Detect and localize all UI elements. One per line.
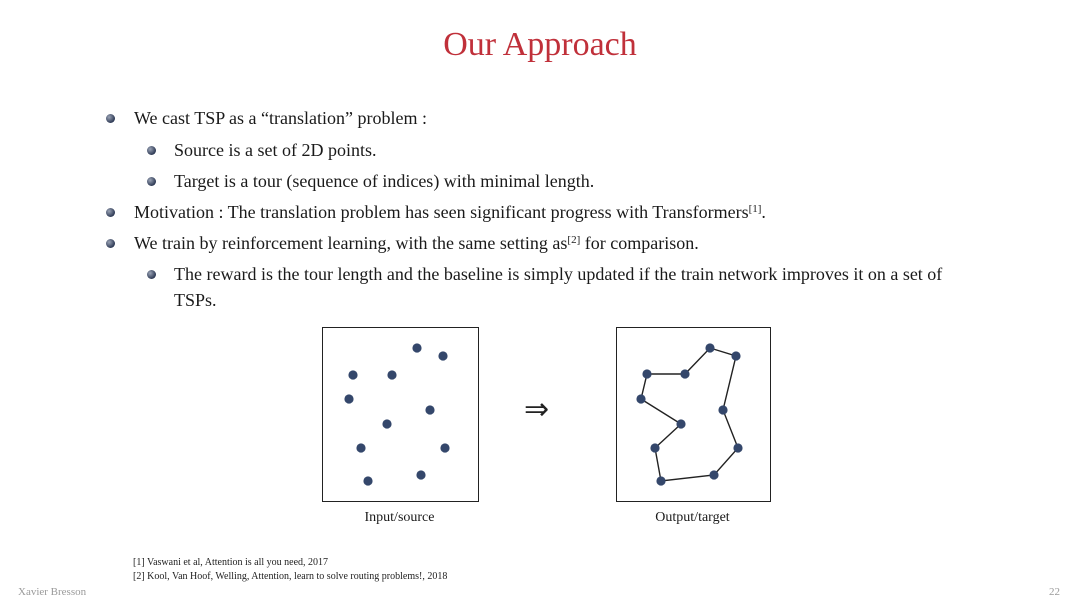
point-marker <box>718 405 727 414</box>
implies-arrow-icon: ⇒ <box>524 392 550 427</box>
bullet-text-end: for comparison. <box>580 233 699 253</box>
point-marker <box>363 476 372 485</box>
bullet-text: The reward is the tour length and the baseline is simply updated if the train network improves it on a set of TSPs. <box>174 264 943 310</box>
point-marker <box>731 351 740 360</box>
bullet-dot-icon <box>106 114 115 123</box>
input-points-figure <box>322 327 479 502</box>
footer-page-number: 22 <box>1049 586 1060 598</box>
point-marker <box>382 419 391 428</box>
point-marker <box>440 443 449 452</box>
point-marker <box>425 405 434 414</box>
point-marker <box>412 343 421 352</box>
point-marker <box>356 443 365 452</box>
slide-title: Our Approach <box>443 26 637 63</box>
footer-author: Xavier Bresson <box>18 586 87 598</box>
point-marker <box>636 394 645 403</box>
point-marker <box>656 476 665 485</box>
sub-bullet-item <box>174 168 594 194</box>
output-points <box>636 343 742 485</box>
reference-1: [1] Vaswani et al, Attention is all you need, 2017 <box>133 557 329 568</box>
input-caption: Input/source <box>364 510 435 525</box>
bullet-text: We cast TSP as a “translation” problem : <box>134 108 427 128</box>
point-marker <box>676 419 685 428</box>
sub-bullet-item <box>174 137 376 163</box>
sub-bullet-dot-icon <box>147 146 156 155</box>
point-marker <box>705 343 714 352</box>
sub-bullet-dot-icon <box>147 270 156 279</box>
bullet-text: We train by reinforcement learning, with the same setting as <box>134 233 568 253</box>
output-caption: Output/target <box>655 510 730 525</box>
point-marker <box>650 443 659 452</box>
bullet-dot-icon <box>106 239 115 248</box>
bullet-item <box>134 105 427 131</box>
point-marker <box>416 470 425 479</box>
point-marker <box>709 470 718 479</box>
citation-mark: [2] <box>567 234 581 246</box>
point-marker <box>733 443 742 452</box>
bullet-text-end: . <box>761 202 766 222</box>
bullet-dot-icon <box>106 208 115 217</box>
input-points <box>344 343 449 485</box>
point-marker <box>344 394 353 403</box>
bullet-text: Motivation : The translation problem has seen significant progress with Transformers <box>134 202 749 222</box>
bullet-item <box>134 230 699 256</box>
output-tour-figure <box>616 327 771 502</box>
point-marker <box>438 351 447 360</box>
reference-2: [2] Kool, Van Hoof, Welling, Attention, learn to solve routing problems!, 2018 <box>133 571 448 582</box>
citation-mark: [1] <box>748 203 762 215</box>
point-marker <box>387 370 396 379</box>
sub-bullet-dot-icon <box>147 177 156 186</box>
bullet-text: Target is a tour (sequence of indices) with minimal length. <box>174 171 595 191</box>
point-marker <box>348 370 357 379</box>
bullet-item <box>134 199 766 225</box>
bullet-text: Source is a set of 2D points. <box>174 140 377 160</box>
sub-bullet-item <box>174 261 944 313</box>
point-marker <box>642 369 651 378</box>
point-marker <box>680 369 689 378</box>
